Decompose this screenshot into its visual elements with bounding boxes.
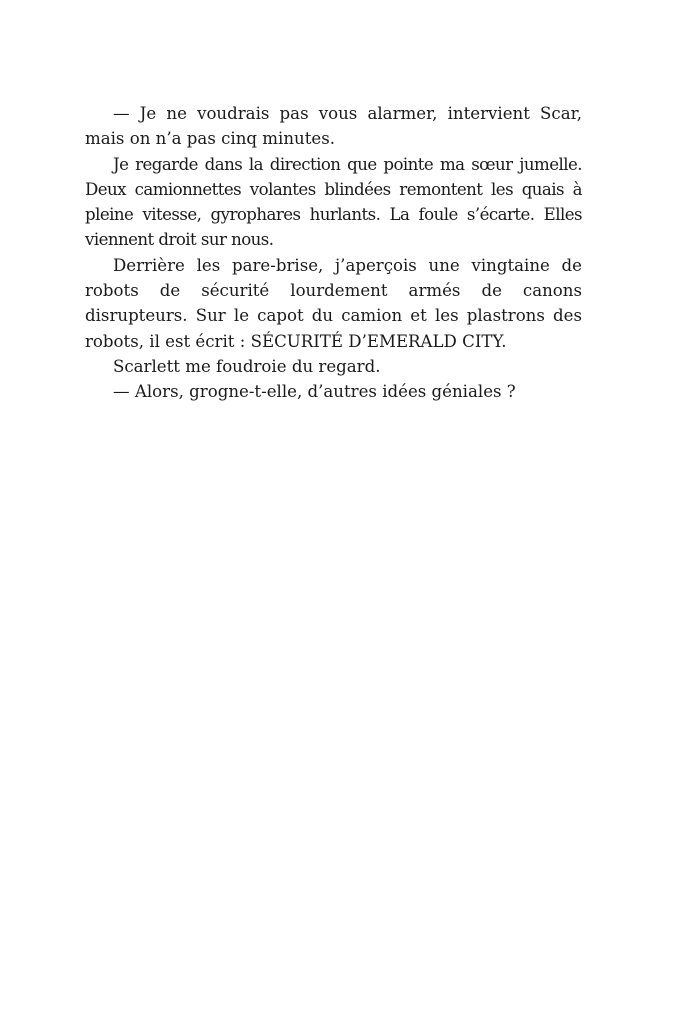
paragraph-armored-vans: Je regarde dans la direction que pointe ma sœur jumelle. Deux camionnettes volantes blindées remontent les quais à pleine vitesse, gyrophares hurlants. La foule s’écarte. Elles viennent droit sur nous. [85,154,582,250]
body-text [85,101,582,405]
paragraph-dialogue-scar: — Je ne voudrais pas vous alarmer, intervient Scar, mais on n’a pas cinq minutes. [85,104,582,149]
paragraph-dialogue-scarlett: — Alors, grogne-t-elle, d’autres idées géniales ? [113,382,516,402]
paragraph-security-robots: Derrière les pare-brise, j’aperçois une vingtaine de robots de sécurité lourdement armés de canons disrupteurs. Sur le capot du camion et les plastrons des robots, il est écrit : SÉCURITÉ D’EMERALD CITY. [85,255,582,351]
paragraph-scarlett-glare: Scarlett me foudroie du regard. [113,356,381,376]
